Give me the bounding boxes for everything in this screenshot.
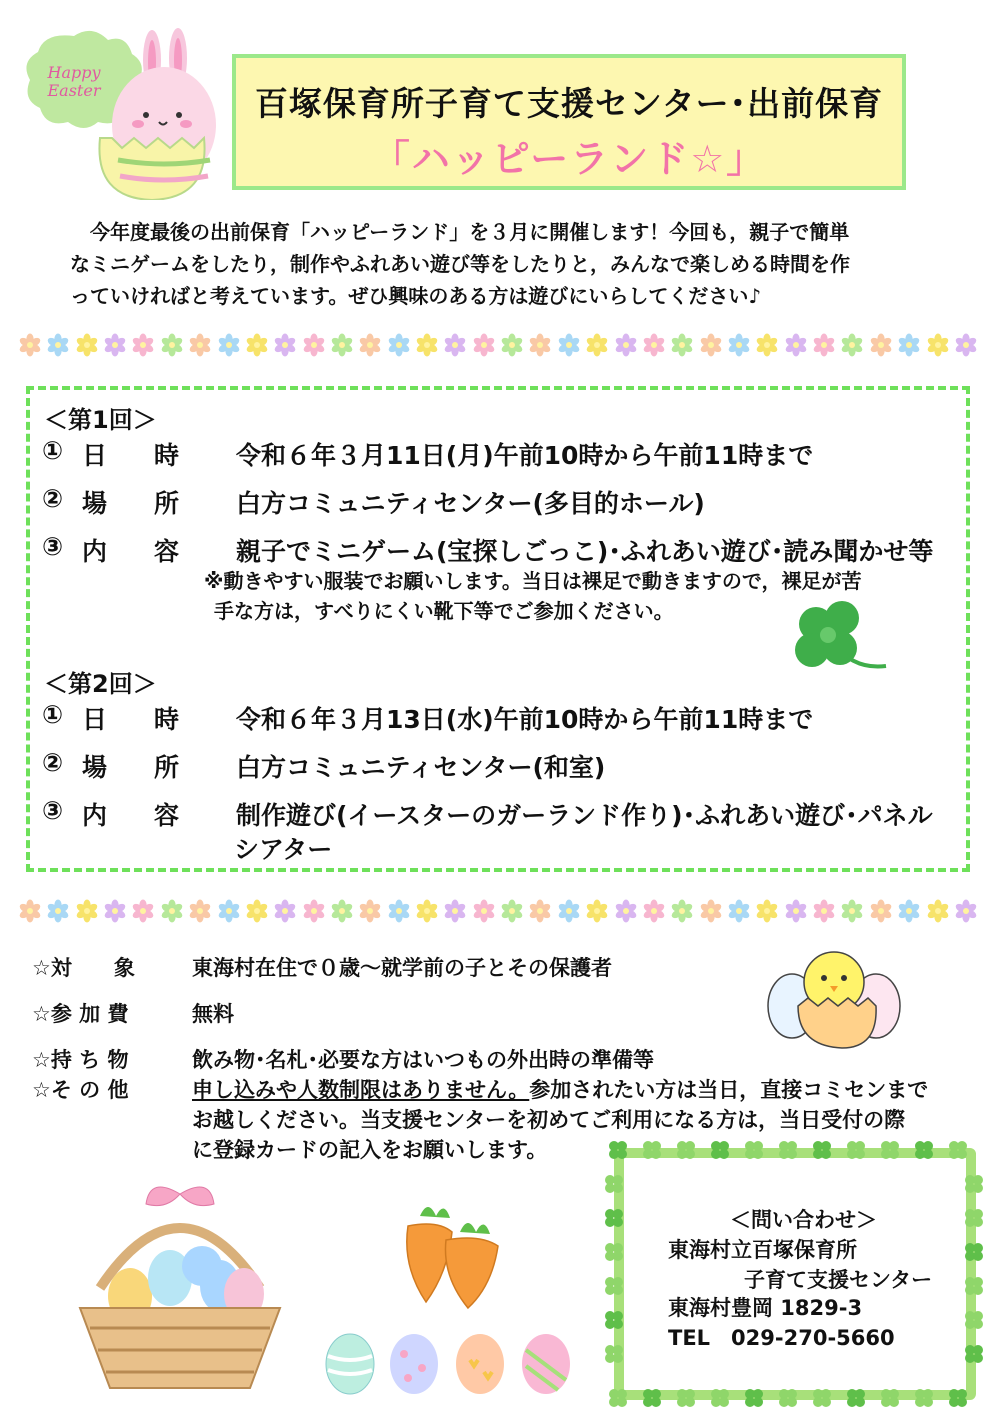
session-1-content-value: 親子でミニゲーム(宝探しごっこ)･ふれあい遊び･読み聞かせ等 bbox=[236, 537, 934, 566]
fee-value: 無料 bbox=[192, 1002, 234, 1026]
info-other-row: ☆そ の 他 申し込みや人数制限はありません。参加されたい方は当日，直接コミセンまで bbox=[32, 1078, 929, 1102]
flower-icon bbox=[500, 333, 524, 357]
session-1-note-line-1: ※動きやすい服装でお願いします。当日は裸足で動きますので，裸足が苦 bbox=[204, 569, 862, 593]
flower-icon bbox=[188, 899, 212, 923]
flower-icon bbox=[358, 333, 382, 357]
svg-text:Easter: Easter bbox=[47, 81, 101, 100]
flower-icon bbox=[160, 899, 184, 923]
flower-icon bbox=[954, 899, 978, 923]
flower-icon bbox=[926, 899, 950, 923]
flower-icon bbox=[472, 333, 496, 357]
flower-icon bbox=[387, 333, 411, 357]
contact-dept: 子育て支援センター bbox=[744, 1268, 933, 1292]
info-other-line-3: に登録カードの記入をお願いします。 bbox=[192, 1138, 548, 1162]
info-target-row: ☆対 象 東海村在住で０歳～就学前の子とその保護者 bbox=[32, 952, 732, 982]
session-2-datetime-value: 令和６年３月13日(水)午前10時から午前11時まで bbox=[236, 705, 814, 734]
flower-border-bottom bbox=[18, 894, 978, 928]
flower-icon bbox=[755, 899, 779, 923]
flower-icon bbox=[75, 899, 99, 923]
flower-icon bbox=[217, 333, 241, 357]
flower-icon bbox=[840, 333, 864, 357]
flower-icon bbox=[585, 333, 609, 357]
session-1-note-line-2: 手な方は，すべりにくい靴下等でご参加ください。 bbox=[214, 599, 674, 623]
info-other-line-2: お越しください。当支援センターを初めてご利用になる方は，当日受付の際 bbox=[192, 1108, 906, 1132]
flower-icon bbox=[869, 333, 893, 357]
easter-basket-illustration bbox=[70, 1178, 290, 1398]
chick-in-egg-illustration bbox=[764, 944, 904, 1054]
flower-icon bbox=[358, 899, 382, 923]
flower-icon bbox=[273, 899, 297, 923]
flower-icon bbox=[18, 333, 42, 357]
flower-icon bbox=[103, 899, 127, 923]
intro-line-2: なミニゲームをしたり，制作やふれあい遊び等をしたりと，みんなで楽しめる時間を作 bbox=[70, 252, 850, 276]
flower-icon bbox=[926, 333, 950, 357]
page-subtitle: 「ハッピーランド☆」 bbox=[371, 137, 767, 181]
flower-icon bbox=[727, 333, 751, 357]
flower-icon bbox=[727, 899, 751, 923]
flower-icon bbox=[840, 899, 864, 923]
contact-org: 東海村立百塚保育所 bbox=[668, 1238, 857, 1262]
session-1-heading: ＜第1回＞ bbox=[44, 406, 157, 434]
flower-icon bbox=[812, 333, 836, 357]
flower-icon bbox=[557, 899, 581, 923]
flower-icon bbox=[614, 333, 638, 357]
flower-icon bbox=[103, 333, 127, 357]
flower-icon bbox=[443, 899, 467, 923]
session-1-row-place: ② 場 所 白方コミュニティセンター(多目的ホール) bbox=[42, 484, 705, 518]
egg-shell-bottom bbox=[99, 138, 204, 200]
info-fee-row: ☆参 加 費 無料 bbox=[32, 998, 732, 1028]
flower-icon bbox=[131, 333, 155, 357]
flower-icon bbox=[387, 899, 411, 923]
session-2-heading: ＜第2回＞ bbox=[44, 670, 157, 698]
session-2-row-place: ② 場 所 白方コミュニティセンター(和室) bbox=[42, 748, 606, 782]
contact-address: 東海村豊岡 1829-3 bbox=[668, 1296, 863, 1320]
flower-icon bbox=[812, 899, 836, 923]
flower-icon bbox=[897, 333, 921, 357]
flower-icon bbox=[500, 899, 524, 923]
session-1-place-value: 白方コミュニティセンター(多目的ホール) bbox=[236, 489, 705, 518]
session-1-row-datetime: ① 日 時 令和６年３月11日(月)午前10時から午前11時まで bbox=[42, 436, 814, 470]
circled-number: ① bbox=[42, 436, 64, 465]
easter-bunny-egg-illustration bbox=[14, 20, 224, 200]
flower-icon bbox=[869, 899, 893, 923]
intro-line-3: っていければと考えています。ぜひ興味のある方は遊びにいらしてください♪ bbox=[70, 284, 762, 308]
flower-icon bbox=[699, 899, 723, 923]
carrots-illustration bbox=[392, 1196, 508, 1312]
page-title: 百塚保育所子育て支援センター･出前保育 bbox=[254, 84, 884, 123]
session-1-row-content: ③ 内 容 親子でミニゲーム(宝探しごっこ)･ふれあい遊び･読み聞かせ等 bbox=[42, 532, 934, 566]
happy-easter-badge-text: Happy bbox=[47, 63, 101, 82]
flower-border-top bbox=[18, 328, 978, 362]
flower-icon bbox=[670, 333, 694, 357]
target-value: 東海村在住で０歳～就学前の子とその保護者 bbox=[192, 956, 612, 980]
flower-icon bbox=[18, 899, 42, 923]
flower-icon bbox=[755, 333, 779, 357]
flower-icon bbox=[784, 333, 808, 357]
flower-icon bbox=[131, 899, 155, 923]
flower-icon bbox=[46, 333, 70, 357]
session-2-content-continuation: シアター bbox=[234, 835, 333, 864]
flower-icon bbox=[557, 333, 581, 357]
flower-icon bbox=[614, 899, 638, 923]
flower-icon bbox=[330, 899, 354, 923]
flower-icon bbox=[415, 333, 439, 357]
contact-tel: TEL 029-270-5660 bbox=[668, 1326, 895, 1350]
flower-icon bbox=[472, 899, 496, 923]
flower-icon bbox=[302, 899, 326, 923]
title-box bbox=[232, 54, 906, 190]
session-2-place-value: 白方コミュニティセンター(和室) bbox=[236, 753, 606, 782]
contact-heading: ＜問い合わせ＞ bbox=[730, 1208, 877, 1232]
flower-icon bbox=[245, 899, 269, 923]
flower-icon bbox=[954, 333, 978, 357]
session-2-row-content: ③ 内 容 制作遊び(イースターのガーランド作り)･ふれあい遊び･パネル bbox=[42, 796, 933, 830]
flower-icon bbox=[642, 333, 666, 357]
session-1-datetime-value: 令和６年３月11日(月)午前10時から午前11時まで bbox=[236, 441, 814, 470]
flower-icon bbox=[415, 899, 439, 923]
flower-icon bbox=[245, 333, 269, 357]
flower-icon bbox=[784, 899, 808, 923]
flower-icon bbox=[273, 333, 297, 357]
flower-icon bbox=[302, 333, 326, 357]
session-2-content-value: 制作遊び(イースターのガーランド作り)･ふれあい遊び･パネル bbox=[236, 801, 933, 830]
flower-icon bbox=[443, 333, 467, 357]
flower-icon bbox=[217, 899, 241, 923]
flower-icon bbox=[528, 333, 552, 357]
intro-line-1: 今年度最後の出前保育「ハッピーランド」を３月に開催します！今回も，親子で簡単 bbox=[70, 220, 850, 244]
flower-icon bbox=[699, 333, 723, 357]
flower-icon bbox=[188, 333, 212, 357]
session-2-row-datetime: ① 日 時 令和６年３月13日(水)午前10時から午前11時まで bbox=[42, 700, 814, 734]
flower-icon bbox=[528, 899, 552, 923]
flower-icon bbox=[330, 333, 354, 357]
flower-icon bbox=[160, 333, 184, 357]
decorated-eggs-illustration bbox=[322, 1330, 574, 1396]
flower-icon bbox=[897, 899, 921, 923]
items-value: 飲み物･名札･必要な方はいつもの外出時の準備等 bbox=[192, 1048, 654, 1072]
flower-icon bbox=[670, 899, 694, 923]
flower-icon bbox=[585, 899, 609, 923]
flower-icon bbox=[642, 899, 666, 923]
flower-icon bbox=[46, 899, 70, 923]
four-leaf-clover-illustration bbox=[786, 598, 896, 686]
info-items-row: ☆持 ち 物 飲み物･名札･必要な方はいつもの外出時の準備等 bbox=[32, 1044, 732, 1074]
flower-icon bbox=[75, 333, 99, 357]
other-underlined-text: 申し込みや人数制限はありません。 bbox=[192, 1078, 530, 1102]
